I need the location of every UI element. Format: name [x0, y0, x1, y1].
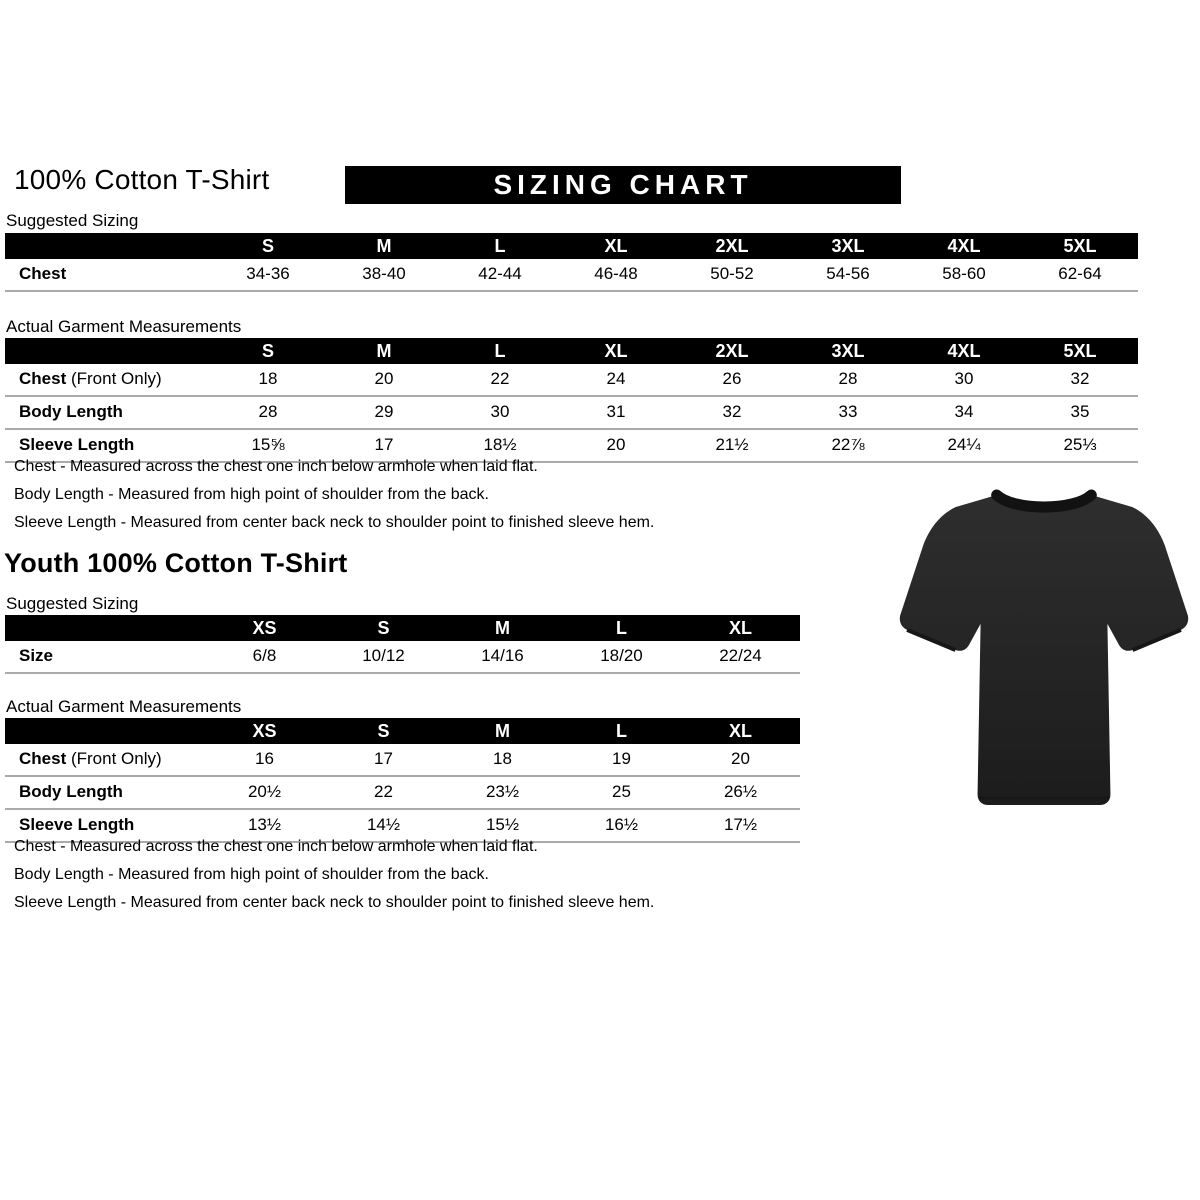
- measurement-cell: 32: [722, 402, 742, 421]
- size-column-header: XL: [681, 718, 800, 744]
- measurement-cell: 17½: [723, 815, 758, 834]
- adult-actual-measurements-label: Actual Garment Measurements: [6, 317, 242, 336]
- row-label: Size: [19, 646, 54, 665]
- measurement-cell: 25⅓: [1063, 435, 1097, 454]
- measurement-cell: 17: [374, 435, 394, 454]
- measurement-cell: 24: [606, 369, 626, 388]
- measurement-cell: 22: [374, 782, 393, 801]
- size-column-header: 3XL: [790, 233, 906, 259]
- measurement-cell: 25: [612, 782, 631, 801]
- row-label: Sleeve Length: [19, 815, 135, 834]
- size-column-header: L: [562, 615, 681, 641]
- row-label: Sleeve Length: [19, 435, 135, 454]
- measurement-cell: 46-48: [594, 264, 638, 283]
- measurement-cell: 32: [1070, 369, 1090, 388]
- size-column-header: 4XL: [906, 338, 1022, 364]
- measurement-cell: 22: [490, 369, 510, 388]
- measurement-cell: 20: [731, 749, 750, 768]
- measurement-cell: 18½: [483, 435, 517, 454]
- row-label: Chest (Front Only): [19, 749, 162, 768]
- size-column-header: XS: [205, 615, 324, 641]
- size-column-header: S: [210, 233, 326, 259]
- size-column-header: 2XL: [674, 338, 790, 364]
- measurement-cell: 15½: [485, 815, 520, 834]
- measurement-cell: 15⅝: [251, 435, 285, 454]
- size-column-header: S: [324, 615, 443, 641]
- size-column-header: M: [326, 338, 442, 364]
- measurement-cell: 13½: [247, 815, 282, 834]
- measurement-cell: 29: [374, 402, 394, 421]
- measurement-cell: 31: [606, 402, 626, 421]
- size-column-header: 5XL: [1022, 338, 1138, 364]
- adult-note-sleeve-length: Sleeve Length - Measured from center back neck to shoulder point to finished sleeve hem.: [14, 514, 655, 531]
- youth-note-sleeve-length: Sleeve Length - Measured from center back neck to shoulder point to finished sleeve hem.: [14, 894, 655, 911]
- measurement-cell: 18: [258, 369, 278, 388]
- sizing-chart-banner: [345, 166, 901, 204]
- table-row: [5, 776, 800, 809]
- measurement-cell: 26½: [723, 782, 758, 801]
- youth-measurement-notes: [14, 838, 654, 922]
- tshirt-collar: [997, 495, 1092, 507]
- measurement-cell: 38-40: [362, 264, 406, 283]
- size-column-header: M: [443, 718, 562, 744]
- measurement-cell: 28: [258, 402, 278, 421]
- table-row: [5, 396, 1138, 429]
- size-column-header: XS: [205, 718, 324, 744]
- measurement-cell: 6/8: [252, 646, 277, 665]
- measurement-cell: 21½: [715, 435, 749, 454]
- measurement-cell: 14½: [366, 815, 401, 834]
- table-header-row: [5, 233, 1138, 259]
- adult-measurement-notes: [14, 458, 654, 542]
- adult-note-chest: Chest - Measured across the chest one inch below armhole when laid flat.: [14, 458, 538, 475]
- measurement-cell: 24¼: [947, 435, 981, 454]
- row-label: Chest: [19, 264, 67, 283]
- size-column-header: 2XL: [674, 233, 790, 259]
- measurement-cell: 26: [722, 369, 742, 388]
- table-header-row: [5, 615, 800, 641]
- youth-title: Youth 100% Cotton T-Shirt: [4, 548, 348, 578]
- tshirt-graphic: [893, 476, 1195, 820]
- size-column-header: 4XL: [906, 233, 1022, 259]
- size-column-header: L: [442, 338, 558, 364]
- measurement-cell: 42-44: [478, 264, 522, 283]
- measurement-cell: 58-60: [942, 264, 986, 283]
- measurement-cell: 30: [490, 402, 510, 421]
- row-label: Body Length: [19, 402, 123, 421]
- measurement-cell: 30: [954, 369, 974, 388]
- measurement-cell: 22/24: [719, 646, 762, 665]
- youth-note-chest: Chest - Measured across the chest one inch below armhole when laid flat.: [14, 838, 538, 855]
- table-row: [5, 364, 1138, 396]
- measurement-cell: 20: [606, 435, 626, 454]
- measurement-cell: 35: [1070, 402, 1090, 421]
- measurement-cell: 18: [493, 749, 512, 768]
- measurement-cell: 10/12: [362, 646, 405, 665]
- size-column-header: L: [562, 718, 681, 744]
- size-column-header: L: [442, 233, 558, 259]
- measurement-cell: 50-52: [710, 264, 754, 283]
- size-column-header: XL: [558, 338, 674, 364]
- measurement-cell: 18/20: [600, 646, 643, 665]
- row-label-header: [5, 615, 205, 641]
- size-column-header: S: [210, 338, 326, 364]
- table-row: [5, 744, 800, 776]
- youth-suggested-sizing-label: Suggested Sizing: [6, 594, 139, 613]
- youth-actual-measurements-label: Actual Garment Measurements: [6, 697, 242, 716]
- measurement-cell: 22⅞: [831, 435, 865, 454]
- row-label: Chest (Front Only): [19, 369, 162, 388]
- adult-actual-measurements-table: [5, 338, 1138, 463]
- adult-note-body-length: Body Length - Measured from high point of shoulder from the back.: [14, 486, 489, 503]
- table-header-row: [5, 338, 1138, 364]
- size-column-header: 3XL: [790, 338, 906, 364]
- size-column-header: S: [324, 718, 443, 744]
- measurement-cell: 54-56: [826, 264, 870, 283]
- measurement-cell: 17: [374, 749, 393, 768]
- table-row: [5, 259, 1138, 291]
- size-column-header: M: [326, 233, 442, 259]
- measurement-cell: 34: [954, 402, 974, 421]
- adult-suggested-sizing-table: [5, 233, 1138, 292]
- measurement-cell: 23½: [485, 782, 520, 801]
- adult-suggested-sizing-label: Suggested Sizing: [6, 211, 139, 230]
- measurement-cell: 28: [838, 369, 858, 388]
- table-row: [5, 641, 800, 673]
- tshirt-body: [900, 495, 1188, 805]
- row-label-header: [5, 338, 210, 364]
- measurement-cell: 20½: [247, 782, 282, 801]
- size-column-header: M: [443, 615, 562, 641]
- size-column-header: 5XL: [1022, 233, 1138, 259]
- measurement-cell: 14/16: [481, 646, 524, 665]
- size-column-header: XL: [558, 233, 674, 259]
- table-header-row: [5, 718, 800, 744]
- tshirt-image: [893, 476, 1195, 820]
- measurement-cell: 20: [374, 369, 394, 388]
- page-title: 100% Cotton T-Shirt: [14, 164, 270, 195]
- row-label-header: [5, 233, 210, 259]
- youth-suggested-sizing-table: [5, 615, 800, 674]
- measurement-cell: 16: [255, 749, 274, 768]
- row-label-header: [5, 718, 205, 744]
- sizing-chart-banner-text: SIZING CHART: [493, 169, 753, 200]
- row-label: Body Length: [19, 782, 123, 801]
- youth-actual-measurements-table: [5, 718, 800, 843]
- measurement-cell: 19: [612, 749, 631, 768]
- youth-note-body-length: Body Length - Measured from high point of shoulder from the back.: [14, 866, 489, 883]
- measurement-cell: 34-36: [246, 264, 290, 283]
- size-column-header: XL: [681, 615, 800, 641]
- measurement-cell: 62-64: [1058, 264, 1102, 283]
- measurement-cell: 16½: [604, 815, 639, 834]
- measurement-cell: 33: [838, 402, 858, 421]
